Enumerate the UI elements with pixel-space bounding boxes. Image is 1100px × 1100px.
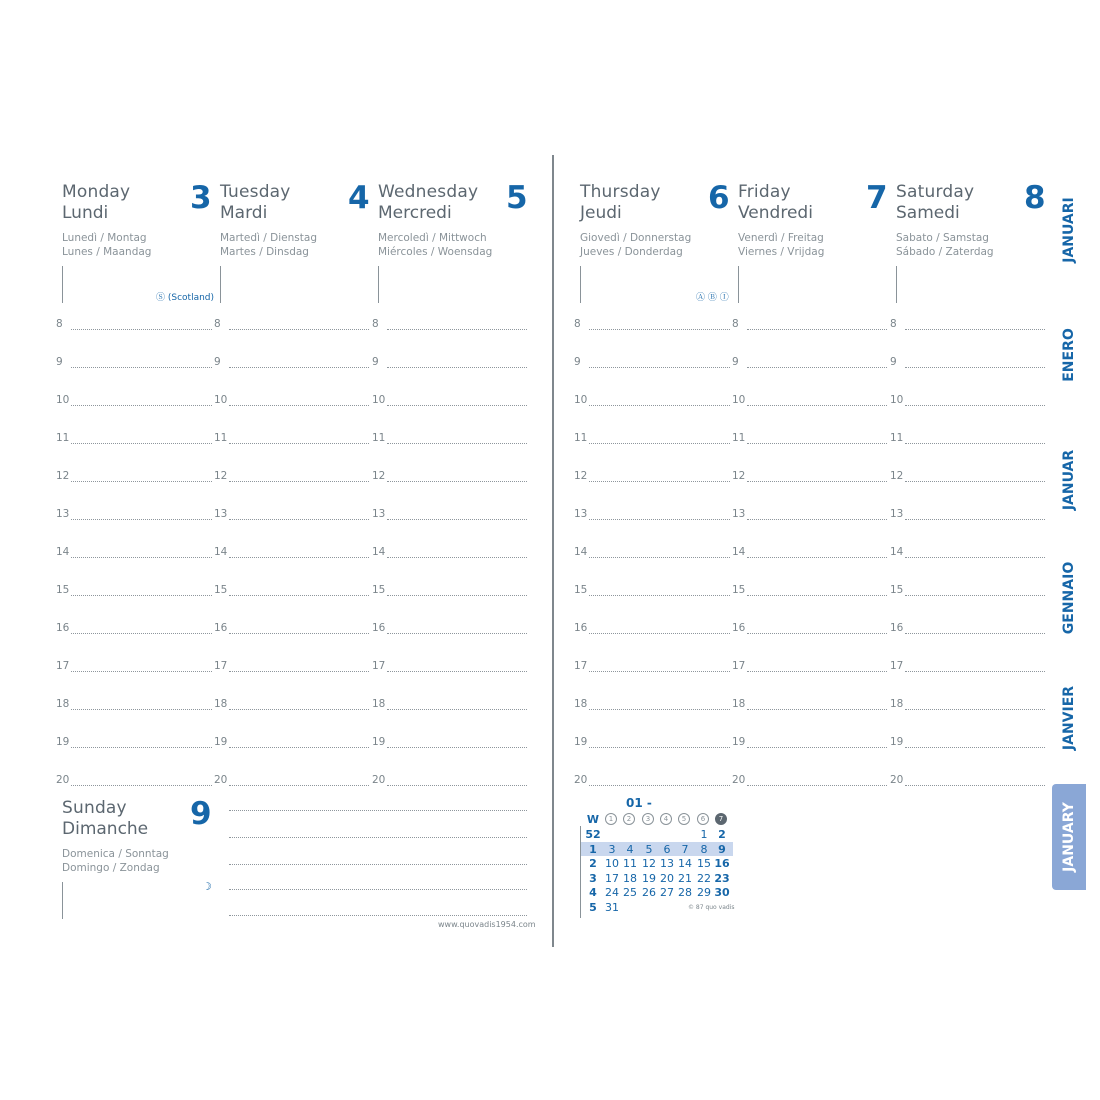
sunday-note-line[interactable] — [229, 810, 527, 811]
day-divider — [220, 266, 221, 303]
hour-label: 18 — [372, 698, 386, 710]
month-tab-gennaio[interactable] — [1052, 548, 1086, 648]
time-slot-line[interactable] — [71, 557, 212, 558]
mini-calendar-day[interactable]: 3 — [608, 842, 616, 856]
day-number: 9 — [190, 796, 212, 832]
sunday-note-line[interactable] — [229, 889, 527, 890]
hour-label: 8 — [372, 318, 379, 330]
time-slot-line[interactable] — [905, 633, 1045, 634]
day-name-french: Vendredi — [738, 203, 813, 223]
month-tab-label: ENERO — [1061, 328, 1077, 382]
time-slot-line[interactable] — [71, 785, 212, 786]
hour-label: 17 — [214, 660, 228, 672]
day-name-translations-1: Giovedì / Donnerstag — [580, 232, 692, 244]
day-divider — [738, 266, 739, 303]
hour-label: 9 — [574, 356, 581, 368]
time-slot-line[interactable] — [387, 405, 527, 406]
hour-label: 13 — [372, 508, 386, 520]
hour-label: 10 — [732, 394, 746, 406]
time-slot-line[interactable] — [747, 329, 887, 330]
time-slot-line[interactable] — [71, 709, 212, 710]
hour-label: 17 — [574, 660, 588, 672]
month-tab-january[interactable] — [1052, 784, 1086, 890]
hour-label: 10 — [372, 394, 386, 406]
moon-phase-icon: ☽ — [202, 880, 212, 893]
time-slot-line[interactable] — [747, 671, 887, 672]
hour-label: 10 — [890, 394, 904, 406]
time-slot-line[interactable] — [905, 519, 1045, 520]
day-name-translations-2: Lunes / Maandag — [62, 246, 152, 258]
time-slot-line[interactable] — [747, 519, 887, 520]
mini-calendar-week-number: 52 — [585, 828, 601, 841]
day-number: 8 — [1024, 180, 1046, 216]
hour-label: 19 — [214, 736, 228, 748]
time-slot-line[interactable] — [905, 481, 1045, 482]
hour-label: 16 — [574, 622, 588, 634]
hour-label: 8 — [890, 318, 897, 330]
hour-label: 13 — [890, 508, 904, 520]
time-slot-line[interactable] — [387, 443, 527, 444]
time-slot-line[interactable] — [589, 557, 730, 558]
month-tab-label: JANUARI — [1061, 197, 1077, 263]
hour-label: 17 — [56, 660, 70, 672]
day-header-fri — [738, 180, 888, 310]
hour-label: 11 — [890, 432, 904, 444]
time-slot-line[interactable] — [905, 671, 1045, 672]
hour-label: 13 — [56, 508, 70, 520]
mini-calendar-week-number: 1 — [589, 842, 597, 856]
time-slot-line[interactable] — [71, 405, 212, 406]
day-name-translations-2: Jueves / Donderdag — [580, 246, 683, 258]
time-slot-line[interactable] — [229, 443, 369, 444]
hour-label: 16 — [890, 622, 904, 634]
mini-calendar-day[interactable]: 26 — [642, 886, 656, 900]
time-slot-line[interactable] — [229, 747, 369, 748]
time-slot-line[interactable] — [229, 557, 369, 558]
time-slot-line[interactable] — [229, 633, 369, 634]
day-header-sunday — [62, 796, 212, 926]
time-slot-line[interactable] — [747, 405, 887, 406]
mini-calendar-day[interactable]: 25 — [623, 886, 637, 900]
mini-calendar-day[interactable]: 13 — [660, 857, 674, 871]
hour-label: 11 — [574, 432, 588, 444]
time-slot-line[interactable] — [71, 443, 212, 444]
mini-calendar-day[interactable]: 11 — [623, 857, 637, 871]
time-slot-line[interactable] — [905, 557, 1045, 558]
time-slot-line[interactable] — [589, 405, 730, 406]
hour-label: 12 — [890, 470, 904, 482]
mini-calendar-weekday-header: 2 — [623, 813, 635, 825]
day-header-tue — [220, 180, 370, 310]
time-slot-line[interactable] — [387, 633, 527, 634]
mini-calendar-week-number: 3 — [589, 871, 597, 885]
mini-calendar-day[interactable]: 1 — [700, 828, 708, 841]
time-slot-line[interactable] — [905, 329, 1045, 330]
mini-calendar-day[interactable]: 28 — [678, 886, 692, 900]
day-name-translations-1: Domenica / Sonntag — [62, 848, 169, 860]
day-name-translations-1: Mercoledì / Mittwoch — [378, 232, 487, 244]
hour-label: 8 — [732, 318, 739, 330]
mini-calendar-day[interactable]: 29 — [697, 886, 711, 900]
day-name-translations-1: Venerdì / Freitag — [738, 232, 824, 244]
planner-spine — [552, 155, 554, 947]
time-slot-line[interactable] — [229, 595, 369, 596]
day-name-translations-2: Domingo / Zondag — [62, 862, 160, 874]
mini-calendar-day[interactable]: 2 — [718, 828, 726, 841]
day-number: 4 — [348, 180, 370, 216]
mini-calendar-day[interactable]: 30 — [714, 886, 730, 900]
time-slot-line[interactable] — [229, 367, 369, 368]
hour-label: 13 — [574, 508, 588, 520]
time-slot-line[interactable] — [589, 595, 730, 596]
mini-calendar-day[interactable]: 10 — [605, 857, 619, 871]
day-name-translations-1: Lunedì / Montag — [62, 232, 147, 244]
month-tab-label: JANUAR — [1061, 449, 1078, 511]
mini-calendar-day[interactable]: 14 — [678, 857, 692, 871]
day-header-sat — [896, 180, 1046, 310]
day-name-french: Lundi — [62, 203, 109, 223]
time-slot-line[interactable] — [387, 671, 527, 672]
time-slot-line[interactable] — [71, 747, 212, 748]
day-header-thu — [580, 180, 730, 310]
day-divider — [378, 266, 379, 303]
time-slot-line[interactable] — [905, 595, 1045, 596]
mini-calendar-day[interactable]: 5 — [645, 842, 653, 856]
time-slot-line[interactable] — [387, 785, 527, 786]
time-slot-line[interactable] — [229, 709, 369, 710]
hour-label: 9 — [214, 356, 221, 368]
day-name-translations-2: Martes / Dinsdag — [220, 246, 309, 258]
hour-label: 14 — [574, 546, 588, 558]
time-slot-line[interactable] — [71, 633, 212, 634]
mini-calendar-day[interactable]: 12 — [642, 857, 656, 871]
time-slot-line[interactable] — [747, 785, 887, 786]
hour-label: 20 — [372, 774, 386, 786]
time-slot-line[interactable] — [387, 481, 527, 482]
time-slot-line[interactable] — [747, 443, 887, 444]
time-slot-line[interactable] — [387, 519, 527, 520]
month-tab-label: GENNAIO — [1061, 561, 1077, 635]
mini-calendar-day[interactable]: 4 — [626, 842, 634, 856]
hour-label: 14 — [214, 546, 228, 558]
hour-label: 18 — [890, 698, 904, 710]
day-header-mon — [62, 180, 215, 310]
time-slot-line[interactable] — [747, 595, 887, 596]
time-slot-line[interactable] — [747, 747, 887, 748]
mini-calendar-day[interactable]: 9 — [718, 842, 726, 856]
time-slot-line[interactable] — [747, 709, 887, 710]
hour-label: 12 — [574, 470, 588, 482]
time-slot-line[interactable] — [589, 519, 730, 520]
hour-label: 15 — [56, 584, 70, 596]
time-slot-line[interactable] — [387, 367, 527, 368]
time-slot-line[interactable] — [589, 481, 730, 482]
day-name-translations-2: Miércoles / Woensdag — [378, 246, 493, 258]
time-slot-line[interactable] — [71, 595, 212, 596]
day-name-french: Jeudi — [580, 203, 622, 223]
mini-calendar-day[interactable]: 22 — [697, 871, 711, 885]
hour-label: 19 — [372, 736, 386, 748]
mini-calendar-weekday-header: 4 — [660, 813, 672, 825]
day-number: 3 — [190, 180, 212, 216]
hour-label: 16 — [732, 622, 746, 634]
hour-label: 16 — [56, 622, 70, 634]
time-slot-line[interactable] — [229, 481, 369, 482]
sunday-note-line[interactable] — [229, 864, 527, 865]
hour-label: 19 — [574, 736, 588, 748]
time-slot-line[interactable] — [747, 367, 887, 368]
hour-label: 19 — [56, 736, 70, 748]
hour-label: 18 — [732, 698, 746, 710]
time-slot-line[interactable] — [229, 329, 369, 330]
time-slot-line[interactable] — [589, 633, 730, 634]
mini-calendar-weekday-header: 6 — [697, 813, 709, 825]
mini-calendar-day[interactable]: 7 — [681, 842, 689, 856]
day-name-french: Mardi — [220, 203, 268, 223]
time-slot-line[interactable] — [71, 367, 212, 368]
hour-label: 15 — [574, 584, 588, 596]
day-name-english: Wednesday — [378, 182, 479, 202]
hour-label: 11 — [214, 432, 228, 444]
hour-label: 17 — [372, 660, 386, 672]
month-tab-enero[interactable] — [1052, 310, 1086, 400]
hour-label: 11 — [372, 432, 386, 444]
hour-label: 15 — [890, 584, 904, 596]
time-slot-line[interactable] — [589, 671, 730, 672]
hour-label: 9 — [372, 356, 379, 368]
time-slot-line[interactable] — [71, 481, 212, 482]
hour-label: 19 — [890, 736, 904, 748]
time-slot-line[interactable] — [747, 633, 887, 634]
hour-label: 13 — [732, 508, 746, 520]
time-slot-line[interactable] — [747, 557, 887, 558]
hour-label: 10 — [214, 394, 228, 406]
day-name-english: Sunday — [62, 798, 127, 818]
time-slot-line[interactable] — [905, 709, 1045, 710]
time-slot-line[interactable] — [589, 747, 730, 748]
hour-label: 16 — [214, 622, 228, 634]
hour-label: 9 — [890, 356, 897, 368]
mini-calendar-week-number: 2 — [589, 857, 597, 871]
hour-label: 16 — [372, 622, 386, 634]
hour-label: 19 — [732, 736, 746, 748]
time-slot-line[interactable] — [589, 709, 730, 710]
mini-calendar-week-number: 4 — [589, 886, 597, 900]
day-number: 7 — [866, 180, 888, 216]
time-slot-line[interactable] — [589, 329, 730, 330]
day-name-translations-2: Sábado / Zaterdag — [896, 246, 994, 258]
time-slot-line[interactable] — [71, 519, 212, 520]
hour-label: 14 — [372, 546, 386, 558]
mini-calendar-divider — [580, 826, 581, 918]
time-slot-line[interactable] — [229, 671, 369, 672]
time-slot-line[interactable] — [71, 671, 212, 672]
hour-label: 12 — [372, 470, 386, 482]
time-slot-line[interactable] — [387, 557, 527, 558]
day-name-french: Dimanche — [62, 819, 149, 839]
hour-label: 12 — [56, 470, 70, 482]
mini-calendar-day[interactable]: 24 — [605, 886, 619, 900]
hour-label: 12 — [214, 470, 228, 482]
hour-label: 20 — [890, 774, 904, 786]
mini-calendar-weekday-header: 7 — [715, 813, 727, 825]
hour-label: 17 — [890, 660, 904, 672]
hour-label: 15 — [732, 584, 746, 596]
time-slot-line[interactable] — [387, 709, 527, 710]
day-header-wed — [378, 180, 528, 310]
time-slot-line[interactable] — [905, 367, 1045, 368]
hour-label: 9 — [56, 356, 63, 368]
day-divider — [62, 266, 63, 303]
time-slot-line[interactable] — [229, 519, 369, 520]
time-slot-line[interactable] — [71, 329, 212, 330]
mini-calendar-week-number: 5 — [589, 901, 597, 914]
mini-calendar-day[interactable]: 27 — [660, 886, 674, 900]
time-slot-line[interactable] — [387, 595, 527, 596]
day-divider — [580, 266, 581, 303]
website-url: www.quovadis1954.com — [438, 920, 536, 929]
hour-label: 14 — [56, 546, 70, 558]
time-slot-line[interactable] — [905, 443, 1045, 444]
hour-label: 20 — [56, 774, 70, 786]
hour-label: 20 — [214, 774, 228, 786]
day-name-translations-1: Martedì / Dienstag — [220, 232, 317, 244]
day-number: 5 — [506, 180, 528, 216]
day-name-english: Thursday — [580, 182, 661, 202]
time-slot-line[interactable] — [229, 785, 369, 786]
holiday-note: Ⓐ Ⓑ Ⓘ — [696, 293, 729, 303]
hour-label: 18 — [214, 698, 228, 710]
time-slot-line[interactable] — [905, 785, 1045, 786]
hour-label: 8 — [214, 318, 221, 330]
hour-label: 12 — [732, 470, 746, 482]
day-name-translations-2: Viernes / Vrijdag — [738, 246, 825, 258]
time-slot-line[interactable] — [387, 329, 527, 330]
copyright: © 87 quo vadis — [688, 904, 735, 911]
time-slot-line[interactable] — [589, 443, 730, 444]
hour-label: 18 — [56, 698, 70, 710]
day-name-english: Saturday — [896, 182, 975, 202]
day-name-french: Samedi — [896, 203, 960, 223]
hour-label: 13 — [214, 508, 228, 520]
month-tab-januari[interactable] — [1052, 180, 1086, 280]
hour-label: 15 — [372, 584, 386, 596]
month-tab-label: JANVIER — [1061, 685, 1077, 751]
day-name-french: Mercredi — [378, 203, 452, 223]
holiday-note: Ⓢ (Scotland) — [156, 293, 215, 303]
sunday-note-line[interactable] — [229, 915, 527, 916]
hour-label: 11 — [56, 432, 70, 444]
time-slot-line[interactable] — [229, 405, 369, 406]
day-name-english: Monday — [62, 182, 131, 202]
hour-label: 10 — [574, 394, 588, 406]
mini-calendar-day[interactable]: 6 — [663, 842, 671, 856]
mini-calendar-day[interactable]: 15 — [697, 857, 711, 871]
hour-label: 8 — [56, 318, 63, 330]
time-slot-line[interactable] — [387, 747, 527, 748]
hour-label: 14 — [732, 546, 746, 558]
month-tab-label: JANUARY — [1061, 802, 1077, 872]
hour-label: 17 — [732, 660, 746, 672]
mini-calendar-month-label: 01 - — [626, 796, 652, 810]
hour-label: 14 — [890, 546, 904, 558]
hour-label: 10 — [56, 394, 70, 406]
mini-calendar-weekday-header: 5 — [678, 813, 690, 825]
mini-calendar-week-header: W — [586, 813, 600, 826]
day-divider — [62, 882, 63, 919]
day-name-english: Tuesday — [220, 182, 291, 202]
mini-calendar-day[interactable]: 21 — [678, 871, 692, 885]
time-slot-line[interactable] — [589, 367, 730, 368]
time-slot-line[interactable] — [589, 785, 730, 786]
mini-calendar-day[interactable]: 18 — [623, 871, 637, 885]
hour-label: 9 — [732, 356, 739, 368]
mini-calendar-day[interactable]: 8 — [700, 842, 708, 856]
day-name-translations-1: Sabato / Samstag — [896, 232, 989, 244]
mini-calendar-day[interactable]: 17 — [605, 871, 619, 885]
day-name-english: Friday — [738, 182, 791, 202]
mini-calendar-day[interactable]: 31 — [605, 901, 619, 914]
time-slot-line[interactable] — [747, 481, 887, 482]
day-divider — [896, 266, 897, 303]
hour-label: 15 — [214, 584, 228, 596]
hour-label: 8 — [574, 318, 581, 330]
day-number: 6 — [708, 180, 730, 216]
time-slot-line[interactable] — [905, 405, 1045, 406]
month-tab-janvier[interactable] — [1052, 670, 1086, 766]
hour-label: 20 — [732, 774, 746, 786]
sunday-note-line[interactable] — [229, 837, 527, 838]
time-slot-line[interactable] — [905, 747, 1045, 748]
mini-calendar-weekday-header: 1 — [605, 813, 617, 825]
hour-label: 11 — [732, 432, 746, 444]
month-tab-januar[interactable] — [1052, 430, 1086, 530]
hour-label: 20 — [574, 774, 588, 786]
hour-label: 18 — [574, 698, 588, 710]
mini-calendar-day[interactable]: 16 — [714, 857, 730, 871]
mini-calendar-weekday-header: 3 — [642, 813, 654, 825]
mini-calendar-day[interactable]: 20 — [660, 871, 674, 885]
mini-calendar-day[interactable]: 23 — [714, 871, 730, 885]
mini-calendar-day[interactable]: 19 — [642, 871, 656, 885]
